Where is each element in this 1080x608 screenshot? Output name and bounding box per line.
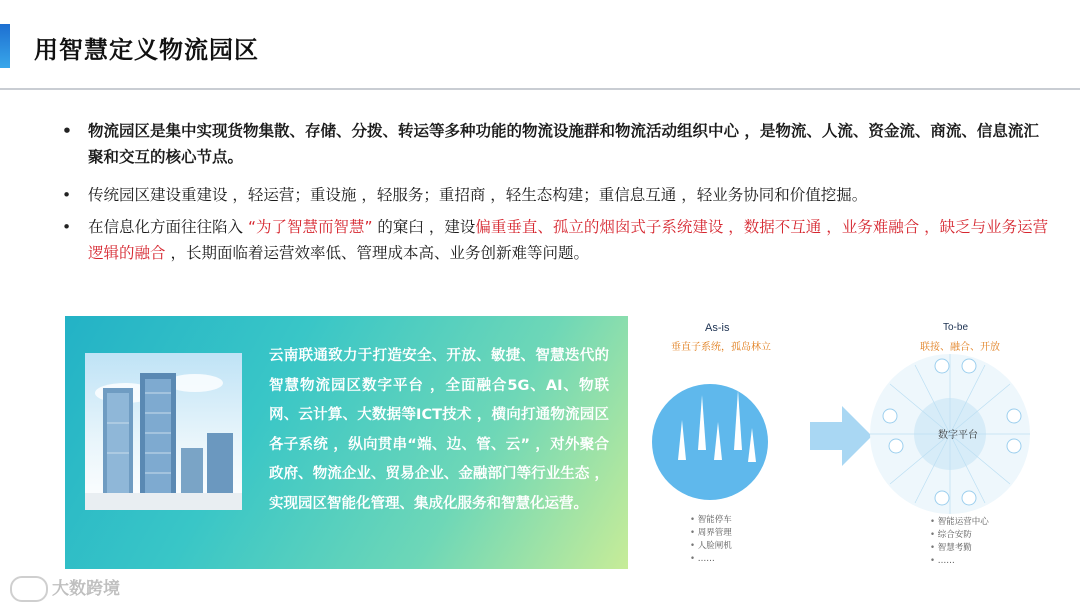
list-item: • 人脸闸机	[690, 540, 732, 553]
tobe-subtitle: 联接、融合、开放	[920, 342, 1000, 353]
bullet-quote: “为了智慧而智慧”	[247, 218, 373, 236]
bullet-text: 的窠臼 ，建设	[372, 218, 476, 236]
bullet-list	[62, 118, 1052, 272]
list-item: • 智慧考勤	[930, 542, 989, 555]
asis-feature-list	[690, 514, 732, 566]
list-item: • 综合安防	[930, 529, 989, 542]
watermark-logo-icon	[10, 576, 48, 602]
bullet-text: ，长期面临着运营效率低、管理成本高、业务创新难等问题。	[165, 244, 589, 262]
list-item: • 周界管理	[690, 527, 732, 540]
watermark	[10, 574, 120, 602]
title-accent-bar	[0, 24, 10, 68]
title-divider	[0, 88, 1080, 90]
platform-label: 数字平台	[938, 430, 978, 441]
asis-subtitle: 垂直子系统，孤岛林立	[671, 342, 771, 353]
bullet-highlight: 偏重垂直、孤立的烟囱式子系统建设 ，数据不互通 ，业务难融合 ，缺乏与业务运营逻辑的融合	[88, 218, 1049, 262]
bullet-item: • 传统园区建设重建设 ，轻运营；重设施 ，轻服务；重招商 ，轻生态构建；重信息互通 ，轻业务协同和价值挖掘。	[62, 182, 1052, 208]
tobe-feature-list	[930, 516, 989, 568]
building-photo	[85, 353, 242, 510]
asis-title: As-is	[705, 322, 730, 334]
transition-arrow	[810, 406, 872, 466]
bullet-item: • 物流园区是集中实现货物集散、存储、分拨、转运等多种功能的物流设施群和物流活动组织中心 ，是物流、人流、资金流、商流、信息流汇聚和交互的核心节点。	[62, 118, 1052, 170]
watermark-text: 大数跨境	[52, 579, 120, 599]
intro-panel	[65, 316, 628, 569]
list-item: • 智能运营中心	[930, 516, 989, 529]
bullet-text: 在信息化方面往往陷入	[88, 218, 248, 236]
bullet-item	[62, 214, 1052, 266]
building-illustration	[85, 353, 242, 510]
panel-description: 云南联通致力于打造安全、开放、敏捷、智慧迭代的智慧物流园区数字平台 ，全面融合5G、AI、物联网、云计算、大数据等ICT技术 ，横向打通物流园区各子系统 ，纵向贯串“端、边、管、云” ，对外聚合政府、物流企业、贸易企业、金融部门等行业生态 ，实现园区智能化管理、集成化服务和智慧化运营。	[269, 348, 609, 512]
slide-title: 用智慧定义物流园区	[34, 36, 259, 64]
list-item: • ……	[930, 555, 989, 568]
list-item: • ……	[690, 553, 732, 566]
tobe-title: To-be	[943, 322, 969, 333]
list-item: • 智能停车	[690, 514, 732, 527]
